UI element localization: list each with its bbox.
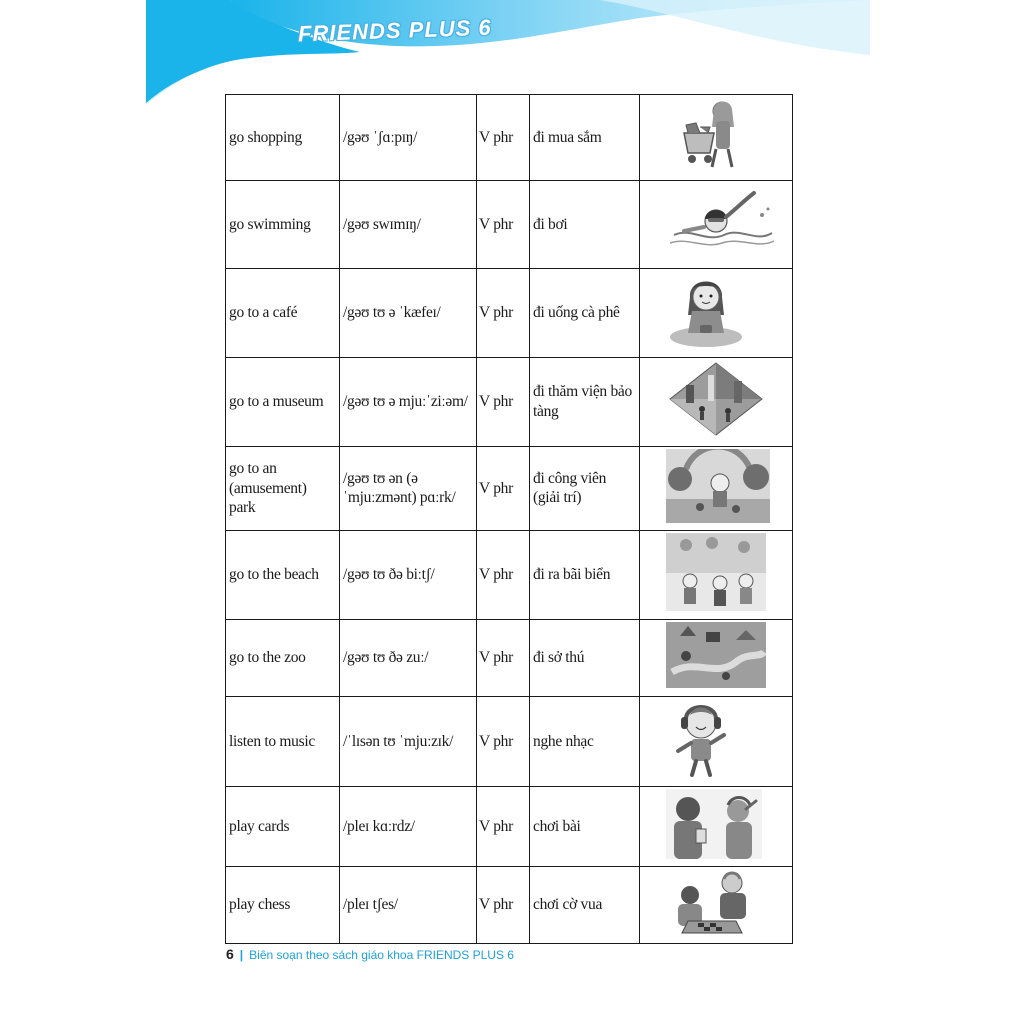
illustration-cell	[640, 867, 793, 943]
vocabulary-table	[225, 94, 793, 944]
table-row	[226, 269, 793, 357]
meaning-cell: đi sở thú	[530, 619, 640, 696]
table-row	[226, 786, 793, 866]
footer-separator: |	[239, 948, 244, 962]
ipa-cell: /gəʊ tʊ ðə biːtʃ/	[340, 531, 477, 619]
word-type-cell: V phr	[477, 95, 530, 181]
table-row	[226, 696, 793, 786]
word-cell: go to the beach	[226, 531, 340, 619]
word-cell: play cards	[226, 786, 340, 866]
word-cell: play chess	[226, 867, 340, 943]
table-row	[226, 446, 793, 530]
table-row	[226, 531, 793, 619]
meaning-cell: đi bơi	[530, 181, 640, 269]
ipa-cell: /gəʊ tʊ ðə zuː/	[340, 619, 477, 696]
chess-players-icon	[666, 869, 766, 935]
header-title: FRIENDS PLUS 6	[297, 14, 493, 47]
ipa-cell: /ˈlɪsən tʊ ˈmjuːzɪk/	[340, 696, 477, 786]
word-type-cell: V phr	[477, 269, 530, 357]
illustration-cell	[640, 786, 793, 866]
table-row	[226, 619, 793, 696]
shopping-cart-girl-icon	[666, 97, 766, 173]
card-players-icon	[666, 789, 766, 859]
illustration-cell	[640, 269, 793, 357]
word-type-cell: V phr	[477, 786, 530, 866]
meaning-cell: chơi cờ vua	[530, 867, 640, 943]
meaning-cell: nghe nhạc	[530, 696, 640, 786]
table-row	[226, 181, 793, 269]
table-row	[226, 95, 793, 181]
illustration-cell	[640, 357, 793, 446]
word-cell: listen to music	[226, 696, 340, 786]
meaning-cell: đi thăm viện bảo tàng	[530, 357, 640, 446]
word-cell: go shopping	[226, 95, 340, 181]
word-cell: go swimming	[226, 181, 340, 269]
ipa-cell: /gəʊ ˈʃɑːpɪŋ/	[340, 95, 477, 181]
meaning-cell: đi mua sắm	[530, 95, 640, 181]
word-type-cell: V phr	[477, 619, 530, 696]
ipa-cell: /gəʊ swɪmɪŋ/	[340, 181, 477, 269]
word-type-cell: V phr	[477, 867, 530, 943]
amusement-park-icon	[666, 449, 766, 523]
illustration-cell	[640, 696, 793, 786]
meaning-cell: đi ra bãi biển	[530, 531, 640, 619]
illustration-cell	[640, 619, 793, 696]
girl-with-coffee-icon	[666, 271, 766, 349]
illustration-cell	[640, 531, 793, 619]
ipa-cell: /gəʊ tʊ ə mjuːˈziːəm/	[340, 357, 477, 446]
girl-with-headphones-icon	[666, 699, 766, 779]
word-cell: go to a café	[226, 269, 340, 357]
swimmer-icon	[666, 187, 766, 257]
footer-text: Biên soạn theo sách giáo khoa FRIENDS PLUS 6	[249, 948, 514, 962]
page-number: 6	[226, 946, 234, 962]
word-type-cell: V phr	[477, 181, 530, 269]
table-row	[226, 867, 793, 943]
word-type-cell: V phr	[477, 446, 530, 530]
ipa-cell: /pleɪ tʃes/	[340, 867, 477, 943]
word-type-cell: V phr	[477, 531, 530, 619]
illustration-cell	[640, 181, 793, 269]
illustration-cell	[640, 446, 793, 530]
ipa-cell: /gəʊ tʊ ə ˈkæfeɪ/	[340, 269, 477, 357]
ipa-cell: /pleɪ kɑːrdz/	[340, 786, 477, 866]
page-footer	[226, 946, 514, 962]
zoo-map-icon	[666, 622, 766, 688]
meaning-cell: đi công viên (giải trí)	[530, 446, 640, 530]
word-type-cell: V phr	[477, 357, 530, 446]
word-cell: go to an (amusement) park	[226, 446, 340, 530]
illustration-cell	[640, 95, 793, 181]
meaning-cell: đi uống cà phê	[530, 269, 640, 357]
table-row	[226, 357, 793, 446]
word-cell: go to a museum	[226, 357, 340, 446]
museum-room-icon	[666, 361, 766, 437]
beach-children-icon	[666, 533, 766, 611]
meaning-cell: chơi bài	[530, 786, 640, 866]
ipa-cell: /gəʊ tʊ ən (əˈmjuːzmənt) pɑːrk/	[340, 446, 477, 530]
word-cell: go to the zoo	[226, 619, 340, 696]
word-type-cell: V phr	[477, 696, 530, 786]
